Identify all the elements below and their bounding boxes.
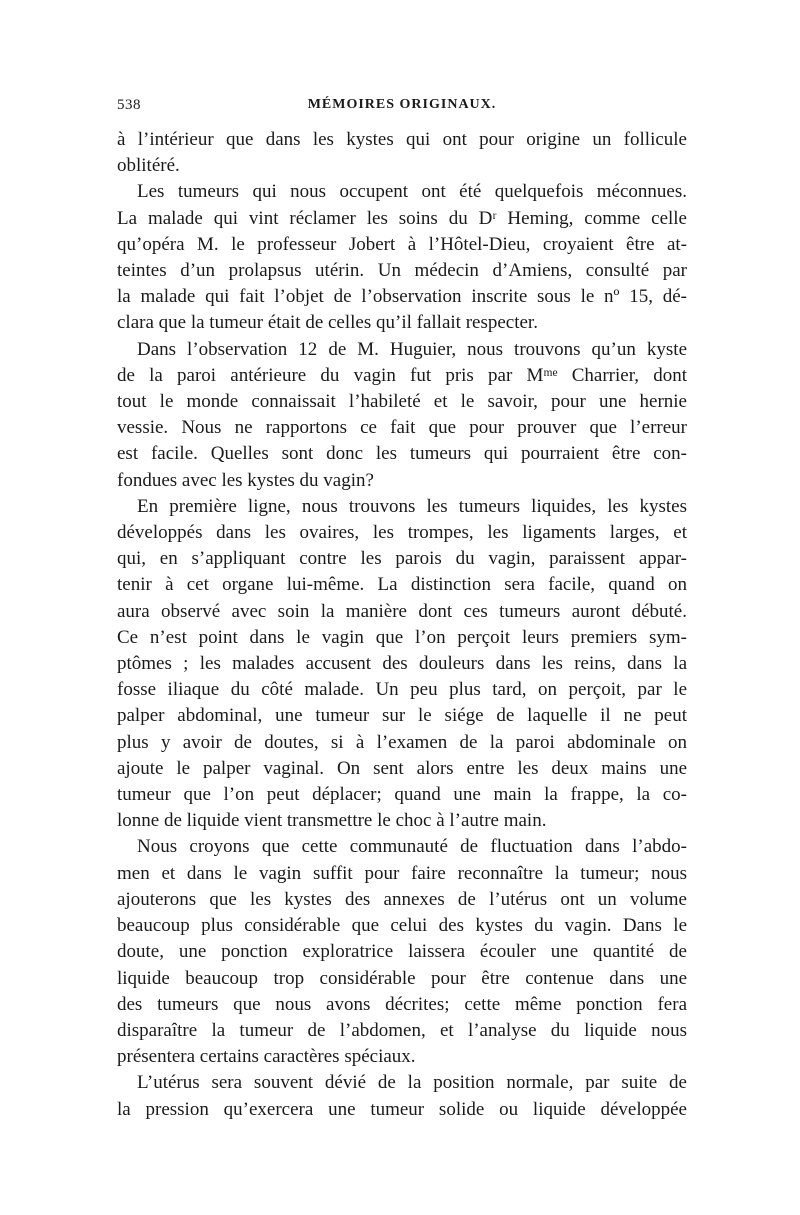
text-line: tenir à cet organe lui-même. La distinction sera facile, quand on xyxy=(117,574,687,596)
text-line: présentera certains caractères spéciaux. xyxy=(117,1046,416,1068)
text-line: Dans l’observation 12 de M. Huguier, nous trouvons qu’un kyste xyxy=(137,338,687,360)
text-line: teintes d’un prolapsus utérin. Un médecin d’Amiens, consulté par xyxy=(117,260,687,282)
text-line: La malade qui vint réclamer les soins du Dʳ Heming, comme celle xyxy=(117,207,687,229)
text-line: la pression qu’exercera une tumeur solide ou liquide développée xyxy=(117,1098,687,1120)
text-line: Les tumeurs qui nous occupent ont été quelquefois méconnues. xyxy=(137,181,687,203)
text-line: tout le monde connaissait l’habileté et le savoir, pour une hernie xyxy=(117,391,687,413)
text-line: doute, une ponction exploratrice laissera écouler une quantité de xyxy=(117,941,687,963)
text-line: clara que la tumeur était de celles qu’il fallait respecter. xyxy=(117,312,538,334)
text-line: Nous croyons que cette communauté de fluctuation dans l’abdo- xyxy=(137,836,687,858)
text-line: plus y avoir de doutes, si à l’examen de la paroi abdominale on xyxy=(117,731,687,753)
text-line: palper abdominal, une tumeur sur le siége de laquelle il ne peut xyxy=(117,705,687,727)
text-line: L’utérus sera souvent dévié de la position normale, par suite de xyxy=(137,1072,687,1094)
text-line: ajouterons que les kystes des annexes de l’utérus ont un volume xyxy=(117,888,687,910)
text-line: En première ligne, nous trouvons les tumeurs liquides, les kystes xyxy=(137,495,687,517)
text-line: Ce n’est point dans le vagin que l’on perçoit leurs premiers sym- xyxy=(117,626,687,648)
text-line: vessie. Nous ne rapportons ce fait que pour prouver que l’erreur xyxy=(117,417,687,439)
text-line: fosse iliaque du côté malade. Un peu plus tard, on perçoit, par le xyxy=(117,679,687,701)
text-line: liquide beaucoup trop considérable pour être contenue dans une xyxy=(117,967,687,989)
running-title: MÉMOIRES ORIGINAUX. xyxy=(307,97,497,112)
text-line: ajoute le palper vaginal. On sent alors entre les deux mains une xyxy=(117,757,687,779)
text-line: qui, en s’appliquant contre les parois du vagin, paraissent appar- xyxy=(117,548,687,570)
text-line: qu’opéra M. le professeur Jobert à l’Hôtel-Dieu, croyaient être at- xyxy=(117,233,687,255)
text-line: oblitéré. xyxy=(117,155,180,177)
text-line: aura observé avec soin la manière dont ces tumeurs auront débuté. xyxy=(117,600,687,622)
text-line: disparaître la tumeur de l’abdomen, et l’analyse du liquide nous xyxy=(117,1019,687,1041)
body-text xyxy=(117,127,687,1123)
page-header xyxy=(117,97,687,121)
text-line: tumeur que l’on peut déplacer; quand une main la frappe, la co- xyxy=(117,784,687,806)
text-line: ptômes ; les malades accusent des douleurs dans les reins, dans la xyxy=(117,653,687,675)
text-line: fondues avec les kystes du vagin? xyxy=(117,469,374,491)
page-number: 538 xyxy=(117,97,141,113)
text-line: beaucoup plus considérable que celui des kystes du vagin. Dans le xyxy=(117,915,687,937)
text-line: des tumeurs que nous avons décrites; cette même ponction fera xyxy=(117,993,687,1015)
text-line: est facile. Quelles sont donc les tumeurs qui pourraient être con- xyxy=(117,443,687,465)
text-line: de la paroi antérieure du vagin fut pris par Mᵐᵉ Charrier, dont xyxy=(117,364,687,386)
text-line: la malade qui fait l’objet de l’observation inscrite sous le nº 15, dé- xyxy=(117,286,687,308)
text-line: lonne de liquide vient transmettre le choc à l’autre main. xyxy=(117,810,547,832)
text-line: à l’intérieur que dans les kystes qui ont pour origine un follicule xyxy=(117,129,687,150)
text-line: développés dans les ovaires, les trompes, les ligaments larges, et xyxy=(117,522,687,544)
text-line: men et dans le vagin suffit pour faire reconnaître la tumeur; nous xyxy=(117,862,687,884)
